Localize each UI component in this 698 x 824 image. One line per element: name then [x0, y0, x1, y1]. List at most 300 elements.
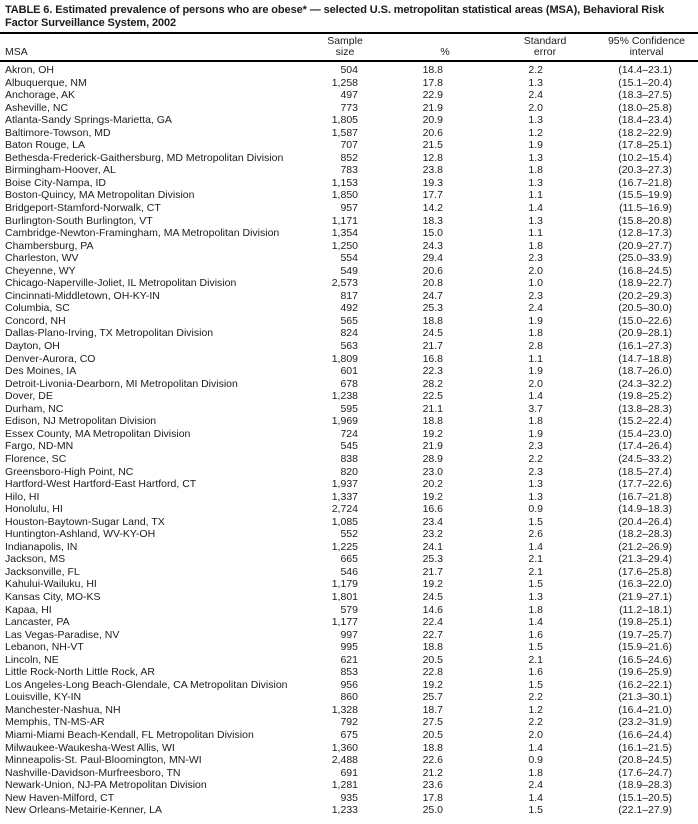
table-row: [0, 767, 698, 780]
msa-cell: Boston-Quincy, MA Metropolitan Division: [5, 189, 195, 202]
msa-cell: Dover, DE: [5, 390, 53, 403]
standard-error-cell: 1.3: [528, 590, 543, 603]
percent-cell: 23.2: [422, 528, 443, 541]
sample-size-cell: 1,153: [331, 176, 358, 189]
msa-cell: Little Rock-North Little Rock, AR: [5, 666, 155, 679]
sample-size-cell: 1,281: [331, 779, 358, 792]
sample-size-cell: 1,937: [331, 478, 358, 491]
confidence-interval-cell: (15.4–23.0): [618, 427, 672, 440]
table-row: [0, 541, 698, 554]
standard-error-cell: 2.3: [528, 465, 543, 478]
table-row: [0, 591, 698, 604]
msa-cell: Las Vegas-Paradise, NV: [5, 628, 120, 641]
percent-cell: 24.1: [422, 540, 443, 553]
sample-size-cell: 1,085: [331, 515, 358, 528]
table-row: [0, 516, 698, 529]
percent-cell: 18.8: [422, 741, 443, 754]
confidence-interval-cell: (18.5–27.4): [618, 465, 672, 478]
table-row: [0, 729, 698, 742]
table-row: [0, 503, 698, 516]
sample-size-cell: 552: [340, 528, 358, 541]
sample-size-cell: 1,809: [331, 352, 358, 365]
percent-cell: 19.2: [422, 490, 443, 503]
confidence-interval-cell: (10.2–15.4): [618, 151, 672, 164]
msa-cell: Dayton, OH: [5, 340, 60, 353]
standard-error-cell: 1.6: [528, 628, 543, 641]
percent-cell: 21.7: [422, 340, 443, 353]
percent-cell: 22.9: [422, 89, 443, 102]
msa-cell: Burlington-South Burlington, VT: [5, 214, 153, 227]
standard-error-cell: 1.8: [528, 239, 543, 252]
sample-size-cell: 935: [340, 791, 358, 804]
percent-cell: 18.8: [422, 64, 443, 76]
sample-size-cell: 565: [340, 314, 358, 327]
percent-cell: 28.9: [422, 452, 443, 465]
sample-size-cell: 1,179: [331, 578, 358, 591]
sample-size-cell: 1,805: [331, 114, 358, 127]
msa-cell: Chambersburg, PA: [5, 239, 94, 252]
percent-cell: 22.5: [422, 390, 443, 403]
msa-cell: Kansas City, MO-KS: [5, 590, 101, 603]
table-row: [0, 202, 698, 215]
sample-size-cell: 1,969: [331, 415, 358, 428]
sample-size-cell: 504: [340, 64, 358, 76]
table-row: [0, 365, 698, 378]
msa-cell: Houston-Baytown-Sugar Land, TX: [5, 515, 165, 528]
sample-size-cell: 549: [340, 264, 358, 277]
msa-cell: Baltimore-Towson, MD: [5, 126, 111, 139]
sample-size-cell: 563: [340, 340, 358, 353]
sample-size-cell: 724: [340, 427, 358, 440]
msa-cell: Lancaster, PA: [5, 616, 70, 629]
percent-cell: 18.8: [422, 314, 443, 327]
confidence-interval-cell: (18.9–22.7): [618, 277, 672, 290]
msa-cell: Hilo, HI: [5, 490, 40, 503]
table-row: [0, 164, 698, 177]
column-header-confidence-interval: [595, 33, 698, 61]
percent-cell: 17.8: [422, 791, 443, 804]
msa-cell: Fargo, ND-MN: [5, 440, 74, 453]
msa-cell: Detroit-Livonia-Dearborn, MI Metropolitan Division: [5, 377, 238, 390]
confidence-interval-cell: (24.3–32.2): [618, 377, 672, 390]
table-title: TABLE 6. Estimated prevalence of persons who are obese* — selected U.S. metropolitan statistical areas (MSA), Behavioral Risk Factor Surveillance System, 2002: [5, 4, 665, 29]
confidence-interval-cell: (17.6–24.7): [618, 766, 672, 779]
table-row: [0, 227, 698, 240]
msa-cell: Akron, OH: [5, 64, 55, 76]
confidence-interval-cell: (16.8–24.5): [618, 264, 672, 277]
msa-cell: Edison, NJ Metropolitan Division: [5, 415, 157, 428]
percent-cell: 19.2: [422, 427, 443, 440]
confidence-interval-cell: (20.9–27.7): [618, 239, 672, 252]
percent-cell: 14.6: [422, 603, 443, 616]
standard-error-cell: 1.3: [528, 176, 543, 189]
sample-size-cell: 546: [340, 565, 358, 578]
table-header: [0, 33, 698, 61]
sample-size-cell: 1,587: [331, 126, 358, 139]
table-row: [0, 666, 698, 679]
confidence-interval-cell: (14.9–18.3): [618, 503, 672, 516]
msa-cell: Memphis, TN-MS-AR: [5, 716, 105, 729]
table-row: [0, 114, 698, 127]
msa-cell: Durham, NC: [5, 402, 64, 415]
table-row: [0, 704, 698, 717]
msa-cell: Hartford-West Hartford-East Hartford, CT: [5, 478, 197, 491]
table-row: [0, 61, 698, 77]
confidence-interval-cell: (16.7–21.8): [618, 490, 672, 503]
standard-error-cell: 1.1: [528, 352, 543, 365]
percent-cell: 22.6: [422, 754, 443, 767]
column-header-msa: [0, 33, 295, 61]
sample-size-cell: 1,238: [331, 390, 358, 403]
msa-cell: Minneapolis-St. Paul-Bloomington, MN-WI: [5, 754, 202, 767]
standard-error-cell: 1.4: [528, 791, 543, 804]
confidence-interval-cell: (15.5–19.9): [618, 189, 672, 202]
percent-cell: 20.5: [422, 728, 443, 741]
standard-error-cell: 2.4: [528, 89, 543, 102]
msa-cell: Lincoln, NE: [5, 653, 59, 666]
table-row: [0, 378, 698, 391]
sample-size-cell: 675: [340, 728, 358, 741]
percent-cell: 22.8: [422, 666, 443, 679]
msa-cell: Denver-Aurora, CO: [5, 352, 96, 365]
confidence-interval-cell: (20.4–26.4): [618, 515, 672, 528]
column-header-stderr-line2: error: [533, 46, 557, 58]
standard-error-cell: 2.0: [528, 377, 543, 390]
confidence-interval-cell: (12.8–17.3): [618, 227, 672, 240]
msa-cell: Honolulu, HI: [5, 503, 63, 516]
table-row: [0, 215, 698, 228]
table-row: [0, 804, 698, 817]
column-header-sample-line2: size: [335, 46, 355, 58]
table-row: [0, 139, 698, 152]
sample-size-cell: 691: [340, 766, 358, 779]
confidence-interval-cell: (21.9–27.1): [618, 590, 672, 603]
msa-cell: Louisville, KY-IN: [5, 691, 82, 704]
standard-error-cell: 1.8: [528, 603, 543, 616]
percent-cell: 24.5: [422, 590, 443, 603]
sample-size-cell: 2,573: [331, 277, 358, 290]
sample-size-cell: 1,250: [331, 239, 358, 252]
msa-cell: Indianapolis, IN: [5, 540, 78, 553]
sample-size-cell: 545: [340, 440, 358, 453]
column-header-ci-line1: 95% Confidence: [607, 35, 686, 47]
table-row: [0, 240, 698, 253]
column-header-stderr-line1: Standard: [523, 35, 567, 47]
standard-error-cell: 1.5: [528, 804, 543, 817]
percent-cell: 21.7: [422, 565, 443, 578]
table-row: [0, 315, 698, 328]
table-row: [0, 478, 698, 491]
confidence-interval-cell: (16.7–21.8): [618, 176, 672, 189]
standard-error-cell: 1.9: [528, 427, 543, 440]
percent-cell: 21.9: [422, 101, 443, 114]
msa-cell: Albuquerque, NM: [5, 76, 87, 89]
table-row: [0, 578, 698, 591]
msa-cell: Columbia, SC: [5, 302, 70, 315]
standard-error-cell: 1.3: [528, 214, 543, 227]
confidence-interval-cell: (20.2–29.3): [618, 289, 672, 302]
percent-cell: 21.5: [422, 139, 443, 152]
percent-cell: 19.2: [422, 578, 443, 591]
sample-size-cell: 1,328: [331, 703, 358, 716]
table-row: [0, 754, 698, 767]
table-row: [0, 89, 698, 102]
percent-cell: 18.7: [422, 703, 443, 716]
confidence-interval-cell: (21.3–30.1): [618, 691, 672, 704]
standard-error-cell: 2.4: [528, 302, 543, 315]
confidence-interval-cell: (15.1–20.4): [618, 76, 672, 89]
percent-cell: 23.6: [422, 779, 443, 792]
sample-size-cell: 554: [340, 252, 358, 265]
percent-cell: 28.2: [422, 377, 443, 390]
sample-size-cell: 783: [340, 164, 358, 177]
msa-cell: Huntington-Ashland, WV-KY-OH: [5, 528, 156, 541]
standard-error-cell: 1.3: [528, 478, 543, 491]
table-row: [0, 654, 698, 667]
msa-cell: Bethesda-Frederick-Gaithersburg, MD Metropolitan Division: [5, 151, 284, 164]
standard-error-cell: 1.4: [528, 741, 543, 754]
sample-size-cell: 601: [340, 365, 358, 378]
confidence-interval-cell: (17.7–22.6): [618, 478, 672, 491]
confidence-interval-cell: (14.4–23.1): [618, 64, 672, 76]
percent-cell: 29.4: [422, 252, 443, 265]
table-row: [0, 340, 698, 353]
percent-cell: 25.0: [422, 804, 443, 817]
standard-error-cell: 1.5: [528, 641, 543, 654]
confidence-interval-cell: (19.6–25.9): [618, 666, 672, 679]
msa-cell: Birmingham-Hoover, AL: [5, 164, 116, 177]
confidence-interval-cell: (17.4–26.4): [618, 440, 672, 453]
sample-size-cell: 492: [340, 302, 358, 315]
percent-cell: 16.6: [422, 503, 443, 516]
sample-size-cell: 995: [340, 641, 358, 654]
msa-cell: Baton Rouge, LA: [5, 139, 85, 152]
standard-error-cell: 2.2: [528, 452, 543, 465]
column-header-standard-error: [495, 33, 595, 61]
standard-error-cell: 1.3: [528, 151, 543, 164]
standard-error-cell: 1.1: [528, 227, 543, 240]
sample-size-cell: 1,233: [331, 804, 358, 817]
confidence-interval-cell: (19.8–25.1): [618, 616, 672, 629]
msa-cell: Charleston, WV: [5, 252, 79, 265]
msa-cell: Des Moines, IA: [5, 365, 77, 378]
table-row: [0, 290, 698, 303]
standard-error-cell: 2.1: [528, 553, 543, 566]
standard-error-cell: 1.9: [528, 139, 543, 152]
confidence-interval-cell: (18.7–26.0): [618, 365, 672, 378]
msa-cell: Los Angeles-Long Beach-Glendale, CA Metropolitan Division: [5, 678, 288, 691]
msa-cell: Milwaukee-Waukesha-West Allis, WI: [5, 741, 175, 754]
sample-size-cell: 579: [340, 603, 358, 616]
confidence-interval-cell: (18.4–23.4): [618, 114, 672, 127]
confidence-interval-cell: (16.6–24.4): [618, 728, 672, 741]
percent-cell: 25.3: [422, 553, 443, 566]
sample-size-cell: 817: [340, 289, 358, 302]
sample-size-cell: 707: [340, 139, 358, 152]
percent-cell: 21.9: [422, 440, 443, 453]
sample-size-cell: 838: [340, 452, 358, 465]
confidence-interval-cell: (15.2–22.4): [618, 415, 672, 428]
table-row: [0, 779, 698, 792]
table-row: [0, 302, 698, 315]
standard-error-cell: 1.3: [528, 114, 543, 127]
msa-cell: Jacksonville, FL: [5, 565, 80, 578]
standard-error-cell: 1.8: [528, 164, 543, 177]
standard-error-cell: 2.3: [528, 289, 543, 302]
confidence-interval-cell: (16.1–27.3): [618, 340, 672, 353]
percent-cell: 21.1: [422, 402, 443, 415]
confidence-interval-cell: (14.7–18.8): [618, 352, 672, 365]
prevalence-table: [0, 32, 698, 817]
standard-error-cell: 1.5: [528, 678, 543, 691]
table-row: [0, 553, 698, 566]
standard-error-cell: 1.4: [528, 540, 543, 553]
sample-size-cell: 1,225: [331, 540, 358, 553]
percent-cell: 22.3: [422, 365, 443, 378]
percent-cell: 25.7: [422, 691, 443, 704]
sample-size-cell: 773: [340, 101, 358, 114]
column-header-sample-line1: Sample: [327, 35, 363, 47]
sample-size-cell: 1,337: [331, 490, 358, 503]
msa-cell: Cambridge-Newton-Framingham, MA Metropolitan Division: [5, 227, 280, 240]
percent-cell: 24.5: [422, 327, 443, 340]
percent-cell: 20.6: [422, 126, 443, 139]
msa-cell: Anchorage, AK: [5, 89, 76, 102]
table-body: [0, 61, 698, 817]
table-row: [0, 277, 698, 290]
sample-size-cell: 997: [340, 628, 358, 641]
msa-cell: Chicago-Naperville-Joliet, IL Metropolitan Division: [5, 277, 237, 290]
confidence-interval-cell: (25.0–33.9): [618, 252, 672, 265]
sample-size-cell: 820: [340, 465, 358, 478]
table-row: [0, 127, 698, 140]
confidence-interval-cell: (22.1–27.9): [618, 804, 672, 817]
table-row: [0, 604, 698, 617]
standard-error-cell: 2.2: [528, 64, 543, 76]
standard-error-cell: 2.8: [528, 340, 543, 353]
table-row: [0, 716, 698, 729]
msa-cell: Asheville, NC: [5, 101, 69, 114]
standard-error-cell: 1.3: [528, 76, 543, 89]
column-header-percent-label: %: [440, 46, 450, 58]
standard-error-cell: 2.1: [528, 565, 543, 578]
standard-error-cell: 1.3: [528, 490, 543, 503]
table-row: [0, 189, 698, 202]
percent-cell: 20.8: [422, 277, 443, 290]
table-row: [0, 691, 698, 704]
table-row: [0, 390, 698, 403]
confidence-interval-cell: (18.2–22.9): [618, 126, 672, 139]
table-row: [0, 616, 698, 629]
percent-cell: 23.0: [422, 465, 443, 478]
confidence-interval-cell: (16.3–22.0): [618, 578, 672, 591]
msa-cell: Boise City-Nampa, ID: [5, 176, 106, 189]
msa-cell: Kahului-Wailuku, HI: [5, 578, 97, 591]
percent-cell: 20.9: [422, 114, 443, 127]
percent-cell: 25.3: [422, 302, 443, 315]
percent-cell: 24.3: [422, 239, 443, 252]
confidence-interval-cell: (23.2–31.9): [618, 716, 672, 729]
msa-cell: Newark-Union, NJ-PA Metropolitan Division: [5, 779, 207, 792]
confidence-interval-cell: (15.8–20.8): [618, 214, 672, 227]
sample-size-cell: 956: [340, 678, 358, 691]
msa-cell: Concord, NH: [5, 314, 66, 327]
standard-error-cell: 2.6: [528, 528, 543, 541]
sample-size-cell: 824: [340, 327, 358, 340]
msa-cell: Greensboro-High Point, NC: [5, 465, 134, 478]
confidence-interval-cell: (17.8–25.1): [618, 139, 672, 152]
column-header-percent: [395, 33, 495, 61]
table-row: [0, 102, 698, 115]
table-row: [0, 403, 698, 416]
confidence-interval-cell: (19.7–25.7): [618, 628, 672, 641]
table-row: [0, 491, 698, 504]
sample-size-cell: 665: [340, 553, 358, 566]
percent-cell: 18.8: [422, 641, 443, 654]
sample-size-cell: 957: [340, 202, 358, 215]
sample-size-cell: 1,177: [331, 616, 358, 629]
confidence-interval-cell: (11.5–16.9): [619, 202, 672, 215]
table-row: [0, 252, 698, 265]
table-row: [0, 742, 698, 755]
table-row: [0, 77, 698, 90]
percent-cell: 17.8: [422, 76, 443, 89]
percent-cell: 16.8: [422, 352, 443, 365]
standard-error-cell: 1.6: [528, 666, 543, 679]
msa-cell: Miami-Miami Beach-Kendall, FL Metropolitan Division: [5, 728, 254, 741]
percent-cell: 24.7: [422, 289, 443, 302]
confidence-interval-cell: (18.0–25.8): [618, 101, 672, 114]
standard-error-cell: 2.4: [528, 779, 543, 792]
table-row: [0, 428, 698, 441]
sample-size-cell: 2,488: [331, 754, 358, 767]
column-header-sample-size: [295, 33, 395, 61]
confidence-interval-cell: (16.1–21.5): [618, 741, 672, 754]
table-row: [0, 440, 698, 453]
percent-cell: 14.2: [422, 202, 443, 215]
standard-error-cell: 2.2: [528, 691, 543, 704]
percent-cell: 20.6: [422, 264, 443, 277]
table-row: [0, 528, 698, 541]
percent-cell: 18.3: [422, 214, 443, 227]
table-row: [0, 679, 698, 692]
standard-error-cell: 1.2: [528, 703, 543, 716]
confidence-interval-cell: (24.5–33.2): [618, 452, 672, 465]
percent-cell: 23.4: [422, 515, 443, 528]
table-row: [0, 466, 698, 479]
sample-size-cell: 2,724: [331, 503, 358, 516]
sample-size-cell: 1,354: [331, 227, 358, 240]
msa-cell: Lebanon, NH-VT: [5, 641, 84, 654]
confidence-interval-cell: (16.4–21.0): [618, 703, 672, 716]
sample-size-cell: 860: [340, 691, 358, 704]
sample-size-cell: 678: [340, 377, 358, 390]
sample-size-cell: 792: [340, 716, 358, 729]
msa-cell: Essex County, MA Metropolitan Division: [5, 427, 191, 440]
sample-size-cell: 852: [340, 151, 358, 164]
standard-error-cell: 0.9: [528, 754, 543, 767]
confidence-interval-cell: (18.9–28.3): [618, 779, 672, 792]
confidence-interval-cell: (20.9–28.1): [618, 327, 672, 340]
msa-cell: Manchester-Nashua, NH: [5, 703, 121, 716]
standard-error-cell: 3.7: [528, 402, 543, 415]
standard-error-cell: 1.8: [528, 415, 543, 428]
confidence-interval-cell: (11.2–18.1): [619, 603, 672, 616]
sample-size-cell: 853: [340, 666, 358, 679]
table-row: [0, 353, 698, 366]
sample-size-cell: 1,360: [331, 741, 358, 754]
percent-cell: 20.5: [422, 653, 443, 666]
